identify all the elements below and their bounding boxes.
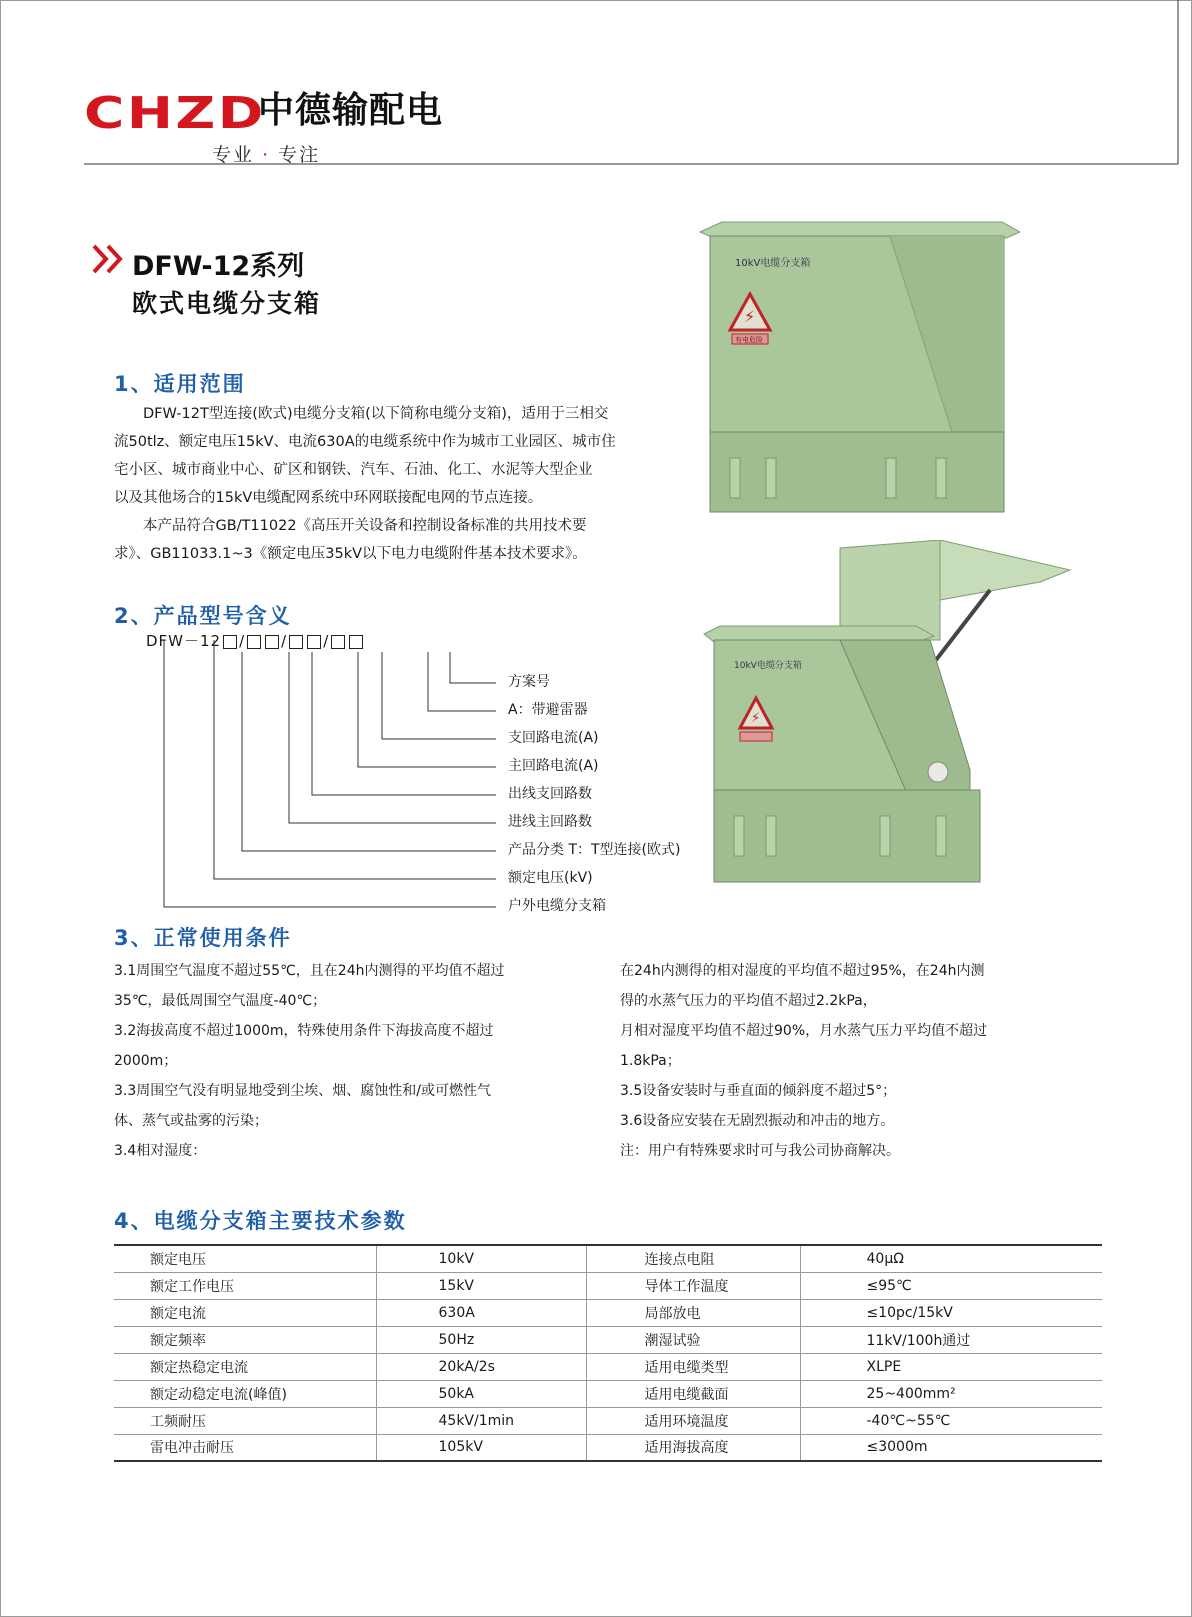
- spec-param: 额定热稳定电流: [114, 1353, 376, 1380]
- spec-value: 15kV: [376, 1272, 586, 1299]
- condition-line: 1.8kPa；: [620, 1053, 681, 1069]
- spec-param: 雷电冲击耐压: [114, 1434, 376, 1461]
- lightning-icon: ⚡: [751, 711, 761, 726]
- condition-line: 体、蒸气或盐雾的污染；: [114, 1113, 268, 1129]
- model-leader-lines: [0, 0, 700, 920]
- cabinet-label: 10kV电缆分支箱: [735, 258, 811, 269]
- condition-line: 35℃，最低周围空气温度-40℃；: [114, 993, 327, 1009]
- model-label: 额定电压(kV): [508, 870, 593, 886]
- model-label: 进线主回路数: [508, 814, 592, 830]
- condition-line: 3.2海拔高度不超过1000m，特殊使用条件下海拔高度不超过: [114, 1023, 494, 1039]
- spec-param: 额定频率: [114, 1326, 376, 1353]
- spec-value: 50kA: [376, 1380, 586, 1407]
- spec-param: 局部放电: [586, 1299, 800, 1326]
- condition-line: 注：用户有特殊要求时可与我公司协商解决。: [620, 1143, 900, 1159]
- model-code-prefix: DFW－12: [146, 632, 222, 650]
- product-subtitle: 欧式电缆分支箱: [132, 289, 322, 318]
- spec-param: 适用电缆截面: [586, 1380, 800, 1407]
- cabinet-open-image: [700, 540, 1080, 920]
- conditions-right: [620, 956, 1090, 1166]
- brand-logo: CHZD: [84, 88, 266, 139]
- spec-param: 额定电压: [114, 1245, 376, 1272]
- conditions-left: [114, 956, 594, 1166]
- spec-value: 50Hz: [376, 1326, 586, 1353]
- code-slash: /: [323, 632, 330, 650]
- spec-param: 额定动稳定电流(峰值): [114, 1380, 376, 1407]
- brand-name: 中德输配电: [258, 90, 444, 131]
- model-label: 出线支回路数: [508, 786, 592, 802]
- slogan-part-a: 专业: [212, 144, 255, 166]
- spec-param: 适用环境温度: [586, 1407, 800, 1434]
- slogan-part-b: 专注: [278, 144, 321, 166]
- section1-line: 以及其他场合的15kV电缆配网系统中环网联接配电网的节点连接。: [114, 490, 543, 506]
- table-row: [114, 1353, 1102, 1380]
- section4-heading: 4、电缆分支箱主要技术参数: [114, 1209, 407, 1233]
- section1-line: 求》、GB11033.1~3《额定电压35kV以下电力电缆附件基本技术要求》。: [114, 546, 587, 562]
- condition-line: 月相对湿度平均值不超过90%，月水蒸气压力平均值不超过: [620, 1023, 988, 1039]
- section1-line: DFW-12T型连接(欧式)电缆分支箱(以下简称电缆分支箱)，适用于三相交: [114, 406, 609, 422]
- spec-param: 工频耐压: [114, 1407, 376, 1434]
- spec-table: [114, 1244, 1102, 1462]
- spec-param: 潮湿试验: [586, 1326, 800, 1353]
- spec-value: 20kA/2s: [376, 1353, 586, 1380]
- model-label: 方案号: [508, 674, 550, 690]
- spec-param: 连接点电阻: [586, 1245, 800, 1272]
- spec-value: 25~400mm²: [800, 1380, 1102, 1407]
- spec-param: 适用海拔高度: [586, 1434, 800, 1461]
- spec-param: 导体工作温度: [586, 1272, 800, 1299]
- condition-line: 3.3周围空气没有明显地受到尘埃、烟、腐蚀性和/或可燃性气: [114, 1083, 491, 1099]
- condition-line: 得的水蒸气压力的平均值不超过2.2kPa，: [620, 993, 877, 1009]
- spec-value: 630A: [376, 1299, 586, 1326]
- code-slash: /: [281, 632, 288, 650]
- model-label: A：带避雷器: [508, 702, 588, 718]
- table-row: [114, 1272, 1102, 1299]
- code-slash: /: [239, 632, 246, 650]
- condition-line: 3.1周围空气温度不超过55℃，且在24h内测得的平均值不超过: [114, 963, 505, 979]
- model-label: 产品分类 T：T型连接(欧式): [508, 842, 681, 858]
- section1-line: 流50tlz、额定电压15kV、电流630A的电缆系统中作为城市工业园区、城市住: [114, 434, 616, 450]
- cabinet-closed-image: [690, 218, 1020, 518]
- product-title: DFW-12系列: [132, 251, 305, 282]
- section1-line: 宅小区、城市商业中心、矿区和钢铁、汽车、石油、化工、水泥等大型企业: [114, 462, 593, 478]
- spec-value: ≤3000m: [800, 1434, 1102, 1461]
- table-row: [114, 1434, 1102, 1461]
- condition-line: 2000m；: [114, 1053, 178, 1069]
- spec-value: 45kV/1min: [376, 1407, 586, 1434]
- condition-line: 3.6设备应安装在无剧烈振动和冲击的地方。: [620, 1113, 895, 1129]
- condition-line: 在24h内测得的相对湿度的平均值不超过95%，在24h内测: [620, 963, 985, 979]
- spec-value: XLPE: [800, 1353, 1102, 1380]
- model-label: 支回路电流(A): [508, 730, 599, 746]
- spec-value: 105kV: [376, 1434, 586, 1461]
- slogan-separator: ·: [262, 144, 271, 166]
- table-row: [114, 1407, 1102, 1434]
- condition-line: 3.4相对湿度：: [114, 1143, 207, 1159]
- spec-param: 额定工作电压: [114, 1272, 376, 1299]
- spec-value: 40μΩ: [800, 1245, 1102, 1272]
- table-row: [114, 1326, 1102, 1353]
- warning-label: 有电危险: [735, 336, 763, 344]
- spec-value: 10kV: [376, 1245, 586, 1272]
- spec-value: ≤10pc/15kV: [800, 1299, 1102, 1326]
- model-label: 主回路电流(A): [508, 758, 599, 774]
- section2-heading: 2、产品型号含义: [114, 604, 292, 628]
- cabinet-label: 10kV电缆分支箱: [734, 661, 802, 671]
- lightning-icon: ⚡: [744, 307, 756, 326]
- table-row: [114, 1245, 1102, 1272]
- spec-param: 额定电流: [114, 1299, 376, 1326]
- spec-param: 适用电缆类型: [586, 1353, 800, 1380]
- table-row: [114, 1299, 1102, 1326]
- spec-value: ≤95℃: [800, 1272, 1102, 1299]
- section3-heading: 3、正常使用条件: [114, 926, 292, 950]
- spec-value: -40℃~55℃: [800, 1407, 1102, 1434]
- section1-heading: 1、适用范围: [114, 372, 246, 396]
- section1-line: 本产品符合GB/T11022《高压开关设备和控制设备标准的共用技术要: [114, 518, 587, 534]
- model-label: 户外电缆分支箱: [508, 898, 606, 914]
- spec-value: 11kV/100h通过: [800, 1326, 1102, 1353]
- table-row: [114, 1380, 1102, 1407]
- condition-line: 3.5设备安装时与垂直面的倾斜度不超过5°；: [620, 1083, 897, 1099]
